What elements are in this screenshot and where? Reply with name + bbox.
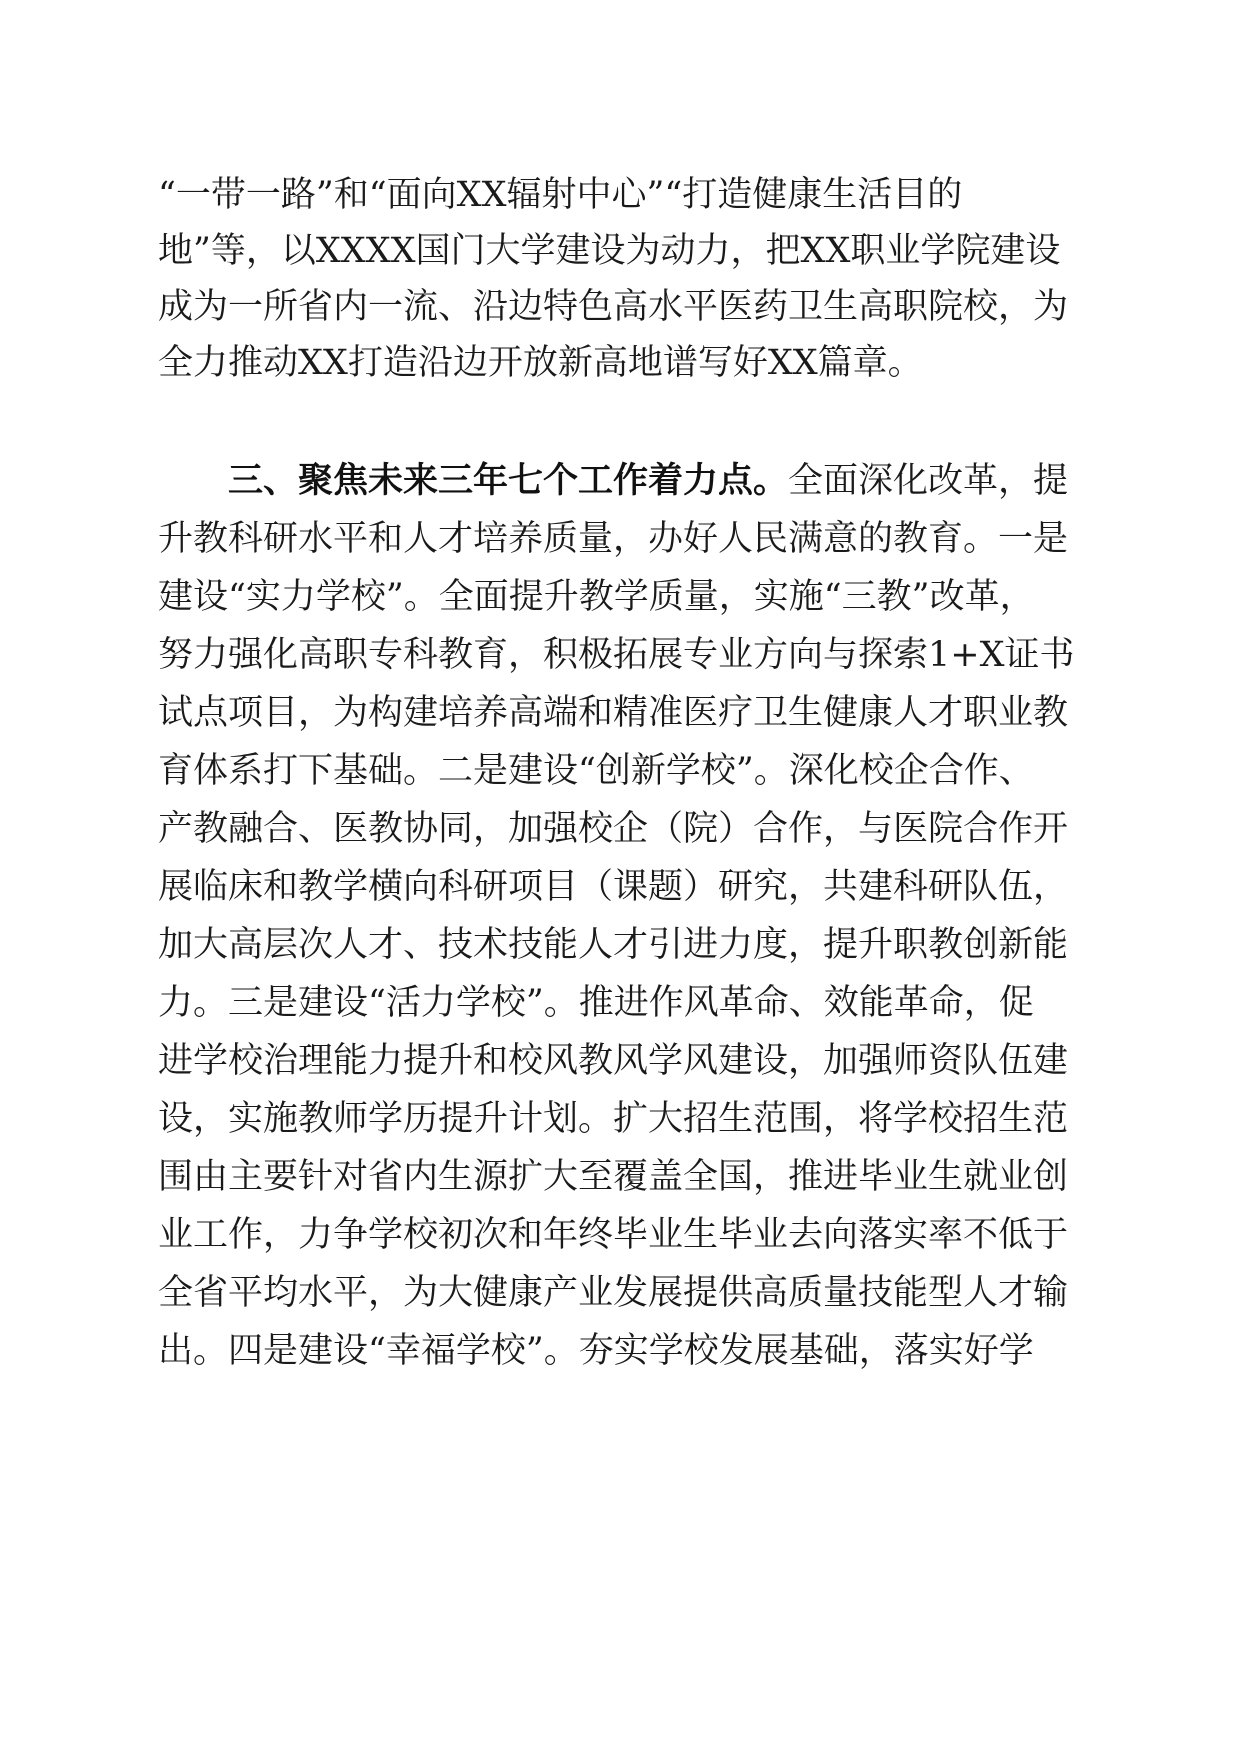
paragraph-line: 试点项目，为构建培养高端和精准医疗卫生健康人才职业教 <box>158 693 1069 733</box>
section-three-heading: 三、聚焦未来三年七个工作着力点。 <box>228 461 789 501</box>
paragraph-line: 升教科研水平和人才培养质量，办好人民满意的教育。一是 <box>158 519 1069 559</box>
paragraph-line: 业工作，力争学校初次和年终毕业生毕业去向落实率不低于 <box>158 1215 1069 1255</box>
paragraph-line: 育体系打下基础。二是建设“创新学校”。深化校企合作、 <box>158 751 1034 791</box>
paragraph-line: “一带一路”和“面向XX辐射中心”“打造健康生活目的 <box>158 175 963 215</box>
paragraph-line: 设，实施教师学历提升计划。扩大招生范围，将学校招生范 <box>158 1099 1069 1139</box>
paragraph-line: 全力推动XX打造沿边开放新高地谱写好XX篇章。 <box>158 343 923 383</box>
paragraph-line: 努力强化高职专科教育，积极拓展专业方向与探索1+X证书 <box>158 635 1075 675</box>
paragraph-line: 围由主要针对省内生源扩大至覆盖全国，推进毕业生就业创 <box>158 1157 1069 1197</box>
section-three-first-line-text: 全面深化改革，提 <box>788 461 1069 501</box>
paragraph-line: 出。四是建设“幸福学校”。夯实学校发展基础，落实好学 <box>158 1331 1034 1371</box>
section-three-first-line <box>228 448 1080 514</box>
paragraph-line: 加大高层次人才、技术技能人才引进力度，提升职教创新能 <box>158 925 1069 965</box>
paragraph-line: 展临床和教学横向科研项目（课题）研究，共建科研队伍， <box>158 867 1069 907</box>
paragraph-line: 全省平均水平，为大健康产业发展提供高质量技能型人才输 <box>158 1273 1069 1313</box>
paragraph-line: 成为一所省内一流、沿边特色高水平医药卫生高职院校，为 <box>158 287 1069 327</box>
paragraph-line: 进学校治理能力提升和校风教风学风建设，加强师资队伍建 <box>158 1041 1069 1081</box>
paragraph-line: 地”等，以XXXX国门大学建设为动力，把XX职业学院建设 <box>158 231 1061 271</box>
paragraph-line: 建设“实力学校”。全面提升教学质量，实施“三教”改革， <box>158 577 1035 617</box>
paragraph-line: 力。三是建设“活力学校”。推进作风革命、效能革命，促 <box>158 983 1034 1023</box>
paragraph-line: 产教融合、医教协同，加强校企（院）合作，与医院合作开 <box>158 809 1069 849</box>
